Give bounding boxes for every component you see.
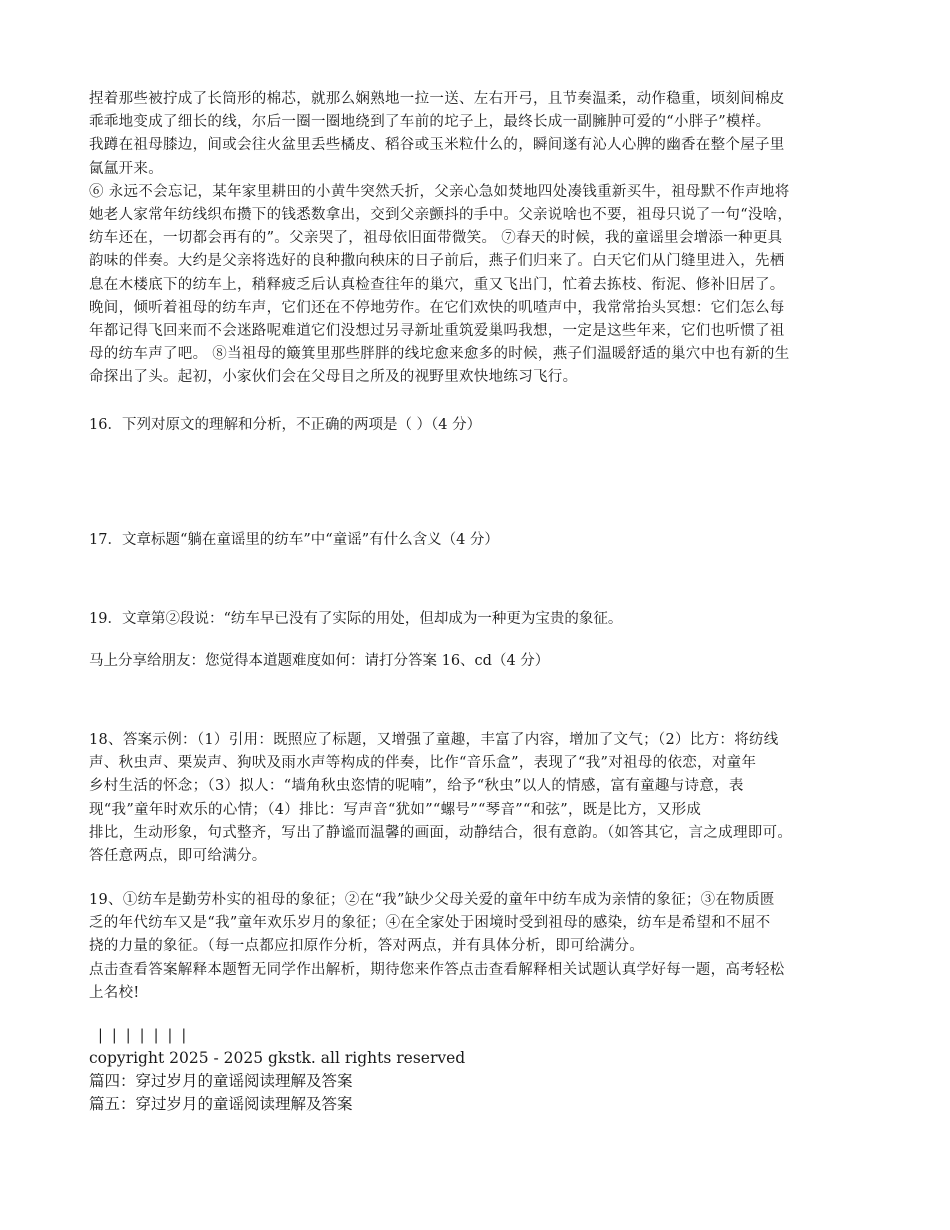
passage-line: 命探出了头。起初，小家伙们会在父母目之所及的视野里欢快地练习飞行。 — [89, 369, 578, 386]
footer-link-bar — [98, 1028, 195, 1044]
related-article-link-4-text[interactable]: 篇四：穿过岁月的童谣阅读理解及答案 — [89, 1072, 353, 1090]
passage-line: 年都记得飞回来而不会迷路呢难道它们没想过另寻新址重筑爱巢吗我想，一定是这些年来，它们也听惯了祖 — [89, 323, 785, 340]
footer-separator[interactable]: | — [98, 1028, 105, 1044]
question-19: 19．文章第②段说：“纺车早已没有了实际的用处，但却成为一种更为宝贵的象征。 — [89, 611, 623, 627]
passage-line: 她老人家常年纺线织布攒下的钱悉数拿出，交到父亲颤抖的手中。父亲说啥也不要，祖母只说了一句“没啥， — [89, 207, 793, 224]
question-16: 16．下列对原文的理解和分析，不正确的两项是（ ）（4 分） — [89, 417, 482, 433]
question-17: 17．文章标题“躺在童谣里的纺车”中“童谣”有什么含义（4 分） — [89, 532, 499, 548]
passage-line: 氤氲开来。 — [89, 160, 163, 177]
answer-line: 18、答案示例：（1）引用：既照应了标题，又增强了童趣，丰富了内容，增加了文气；（2）比方：将纺线 — [89, 732, 779, 748]
answer-line: 声、秋虫声、栗炭声、狗吠及雨水声等构成的伴奏，比作“音乐盒”，表现了“我”对祖母的依恋，对童年 — [89, 755, 757, 772]
passage-line: 乖乖地变成了细长的线，尔后一圈一圈地绕到了车前的坨子上，最终长成一副臃肿可爱的“小胖子”模样。 — [89, 114, 771, 131]
answer-line: 乏的年代纺车又是“我”童年欢乐岁月的象征；④在全家处于困境时受到祖母的感染，纺车是希望和不屈不 — [89, 915, 771, 932]
answer-19 — [89, 889, 873, 1005]
answer-18 — [89, 729, 873, 868]
passage-text — [89, 88, 869, 390]
answer-line: 排比，生动形象，句式整齐，写出了静谧而温馨的画面，动静结合，很有意韵。（如答其它，言之成理即可。 — [89, 824, 793, 841]
related-article-link-5-text[interactable]: 篇五：穿过岁月的童谣阅读理解及答案 — [89, 1095, 353, 1113]
related-article-link-5[interactable] — [89, 1093, 353, 1115]
answer-line: 19、①纺车是勤劳朴实的祖母的象征；②在“我”缺少父母关爱的童年中纺车成为亲情的象征；③在物质匮 — [89, 892, 775, 908]
share-rating-line: 马上分享给朋友：您觉得本道题难度如何：请打分答案 16、cd（4 分） — [89, 653, 550, 669]
answer-line: 乡村生活的怀念；（3）拟人：“墙角秋虫恣情的呢喃”，给予“秋虫”以人的情感，富有童趣与诗意，表 — [89, 778, 744, 795]
footer-separator[interactable]: | — [125, 1028, 133, 1044]
footer-separator[interactable]: | — [111, 1028, 119, 1044]
footer-separator[interactable]: | — [167, 1028, 175, 1044]
answer-line: 点击查看答案解释本题暂无同学作出解析，期待您来作答点击查看解释相关试题认真学好每一题，高考轻松 — [89, 961, 785, 978]
passage-line: ⑥ 永远不会忘记，某年家里耕田的小黄牛突然夭折，父亲心急如焚地四处凑钱重新买牛，祖母默不作声地将 — [89, 183, 790, 200]
footer-separator[interactable]: | — [181, 1028, 189, 1044]
footer-separator[interactable]: | — [153, 1028, 161, 1044]
passage-line: 捏着那些被拧成了长筒形的棉芯，就那么娴熟地一拉一送、左右开弓，且节奏温柔，动作稳重，顷刻间棉皮 — [89, 91, 785, 107]
answer-line: 答任意两点，即可给满分。 — [89, 848, 267, 865]
passage-line: 韵味的伴奏。大约是父亲将选好的良种撒向秧床的日子前后，燕子们归来了。白天它们从门缝里进入，先栖 — [89, 253, 785, 270]
related-article-link-4[interactable] — [89, 1070, 353, 1092]
footer-separator[interactable]: | — [139, 1028, 147, 1044]
passage-line: 我蹲在祖母膝边，间或会往火盆里丢些橘皮、稻谷或玉米粒什么的，瞬间遂有沁人心脾的幽香在整个屋子里 — [89, 137, 785, 154]
answer-line: 挠的力量的象征。（每一点都应扣原作分析，答对两点，并有具体分析，即可给满分。 — [89, 938, 645, 955]
copyright-text: copyright 2025 - 2025 gkstk. all rights reserved — [89, 1049, 466, 1067]
answer-line: 现“我”童年时欢乐的心情；（4）排比：写声音“犹如”“螺号”“琴音”“和弦”，既是比方，又形成 — [89, 801, 702, 818]
passage-line: 纺车还在，一切都会再有的”。父亲哭了，祖母依旧面带微笑。 ⑦春天的时候，我的童谣里会增添一种更具 — [89, 230, 783, 247]
answer-line: 上名校! — [89, 984, 140, 1001]
passage-line: 母的纺车声了吧。 ⑧当祖母的簸箕里那些胖胖的线坨愈来愈多的时候，燕子们温暖舒适的巢穴中也有新的生 — [89, 346, 790, 363]
passage-line: 息在木楼底下的纺车上，稍释疲乏后认真检查往年的巢穴，重又飞出门，忙着去拣枝、衔泥、修补旧居了。 — [89, 276, 785, 293]
passage-line: 晚间，倾听着祖母的纺车声，它们还在不停地劳作。在它们欢快的叽喳声中，我常常抬头冥想：它们怎么每 — [89, 299, 785, 316]
